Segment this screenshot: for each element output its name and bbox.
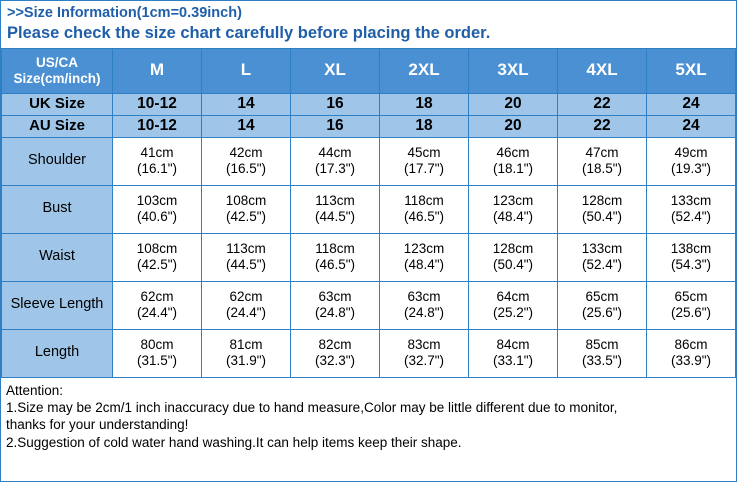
au-size-xl: 16 bbox=[291, 115, 380, 137]
uk-size-3xl: 20 bbox=[469, 93, 558, 115]
attention-title: Attention: bbox=[6, 382, 64, 398]
row-label-au-size: AU Size bbox=[2, 115, 113, 137]
uk-size-5xl: 24 bbox=[647, 93, 736, 115]
length-2xl: 83cm (32.7") bbox=[380, 329, 469, 377]
au-size-m: 10-12 bbox=[113, 115, 202, 137]
size-header-m: M bbox=[113, 48, 202, 93]
table-corner-label bbox=[2, 48, 113, 93]
table-row-shoulder bbox=[2, 137, 736, 185]
waist-l: 113cm (44.5") bbox=[202, 233, 291, 281]
waist-xl: 118cm (46.5") bbox=[291, 233, 380, 281]
length-m: 80cm (31.5") bbox=[113, 329, 202, 377]
bust-xl: 113cm (44.5") bbox=[291, 185, 380, 233]
size-header-2xl: 2XL bbox=[380, 48, 469, 93]
size-header-xl: XL bbox=[291, 48, 380, 93]
length-3xl: 84cm (33.1") bbox=[469, 329, 558, 377]
attention-line-2: thanks for your understanding! bbox=[6, 417, 189, 433]
size-chart-table bbox=[1, 48, 736, 378]
bust-5xl: 133cm (52.4") bbox=[647, 185, 736, 233]
table-row-length bbox=[2, 329, 736, 377]
bust-l: 108cm (42.5") bbox=[202, 185, 291, 233]
table-row-sleeve-length bbox=[2, 281, 736, 329]
waist-2xl: 123cm (48.4") bbox=[380, 233, 469, 281]
shoulder-2xl: 45cm (17.7") bbox=[380, 137, 469, 185]
sleeve-length-m: 62cm (24.4") bbox=[113, 281, 202, 329]
length-xl: 82cm (32.3") bbox=[291, 329, 380, 377]
waist-5xl: 138cm (54.3") bbox=[647, 233, 736, 281]
bust-4xl: 128cm (50.4") bbox=[558, 185, 647, 233]
bust-3xl: 123cm (48.4") bbox=[469, 185, 558, 233]
shoulder-m: 41cm (16.1") bbox=[113, 137, 202, 185]
corner-label-line2: Size(cm/inch) bbox=[13, 70, 101, 86]
au-size-2xl: 18 bbox=[380, 115, 469, 137]
shoulder-5xl: 49cm (19.3") bbox=[647, 137, 736, 185]
bust-2xl: 118cm (46.5") bbox=[380, 185, 469, 233]
waist-4xl: 133cm (52.4") bbox=[558, 233, 647, 281]
table-row-uk-size bbox=[2, 93, 736, 115]
bust-m: 103cm (40.6") bbox=[113, 185, 202, 233]
table-header-row bbox=[2, 48, 736, 93]
size-header-l: L bbox=[202, 48, 291, 93]
row-label-length: Length bbox=[2, 329, 113, 377]
size-header-4xl: 4XL bbox=[558, 48, 647, 93]
size-header-3xl: 3XL bbox=[469, 48, 558, 93]
uk-size-4xl: 22 bbox=[558, 93, 647, 115]
shoulder-xl: 44cm (17.3") bbox=[291, 137, 380, 185]
row-label-uk-size: UK Size bbox=[2, 93, 113, 115]
length-4xl: 85cm (33.5") bbox=[558, 329, 647, 377]
au-size-l: 14 bbox=[202, 115, 291, 137]
attention-notes bbox=[1, 378, 736, 481]
waist-m: 108cm (42.5") bbox=[113, 233, 202, 281]
table-row-au-size bbox=[2, 115, 736, 137]
table-row-waist bbox=[2, 233, 736, 281]
uk-size-m: 10-12 bbox=[113, 93, 202, 115]
uk-size-2xl: 18 bbox=[380, 93, 469, 115]
attention-line-3: 2.Suggestion of cold water hand washing.It can help items keep their shape. bbox=[6, 434, 462, 450]
uk-size-xl: 16 bbox=[291, 93, 380, 115]
sleeve-length-xl: 63cm (24.8") bbox=[291, 281, 380, 329]
au-size-3xl: 20 bbox=[469, 115, 558, 137]
length-l: 81cm (31.9") bbox=[202, 329, 291, 377]
shoulder-3xl: 46cm (18.1") bbox=[469, 137, 558, 185]
row-label-sleeve-length: Sleeve Length bbox=[2, 281, 113, 329]
row-label-waist: Waist bbox=[2, 233, 113, 281]
sleeve-length-5xl: 65cm (25.6") bbox=[647, 281, 736, 329]
attention-line-1: 1.Size may be 2cm/1 inch inaccuracy due to hand measure,Color may be little different due to monitor, bbox=[6, 400, 618, 416]
waist-3xl: 128cm (50.4") bbox=[469, 233, 558, 281]
size-header-5xl: 5XL bbox=[647, 48, 736, 93]
shoulder-4xl: 47cm (18.5") bbox=[558, 137, 647, 185]
length-5xl: 86cm (33.9") bbox=[647, 329, 736, 377]
size-information-title: >>Size Information(1cm=0.39inch) bbox=[7, 5, 242, 21]
sleeve-length-3xl: 64cm (25.2") bbox=[469, 281, 558, 329]
au-size-5xl: 24 bbox=[647, 115, 736, 137]
uk-size-l: 14 bbox=[202, 93, 291, 115]
sleeve-length-2xl: 63cm (24.8") bbox=[380, 281, 469, 329]
row-label-shoulder: Shoulder bbox=[2, 137, 113, 185]
row-label-bust: Bust bbox=[2, 185, 113, 233]
size-chart-notice: Please check the size chart carefully before placing the order. bbox=[7, 23, 491, 42]
au-size-4xl: 22 bbox=[558, 115, 647, 137]
corner-label-line1: US/CA bbox=[35, 55, 78, 71]
table-row-bust bbox=[2, 185, 736, 233]
shoulder-l: 42cm (16.5") bbox=[202, 137, 291, 185]
sleeve-length-4xl: 65cm (25.6") bbox=[558, 281, 647, 329]
sleeve-length-l: 62cm (24.4") bbox=[202, 281, 291, 329]
